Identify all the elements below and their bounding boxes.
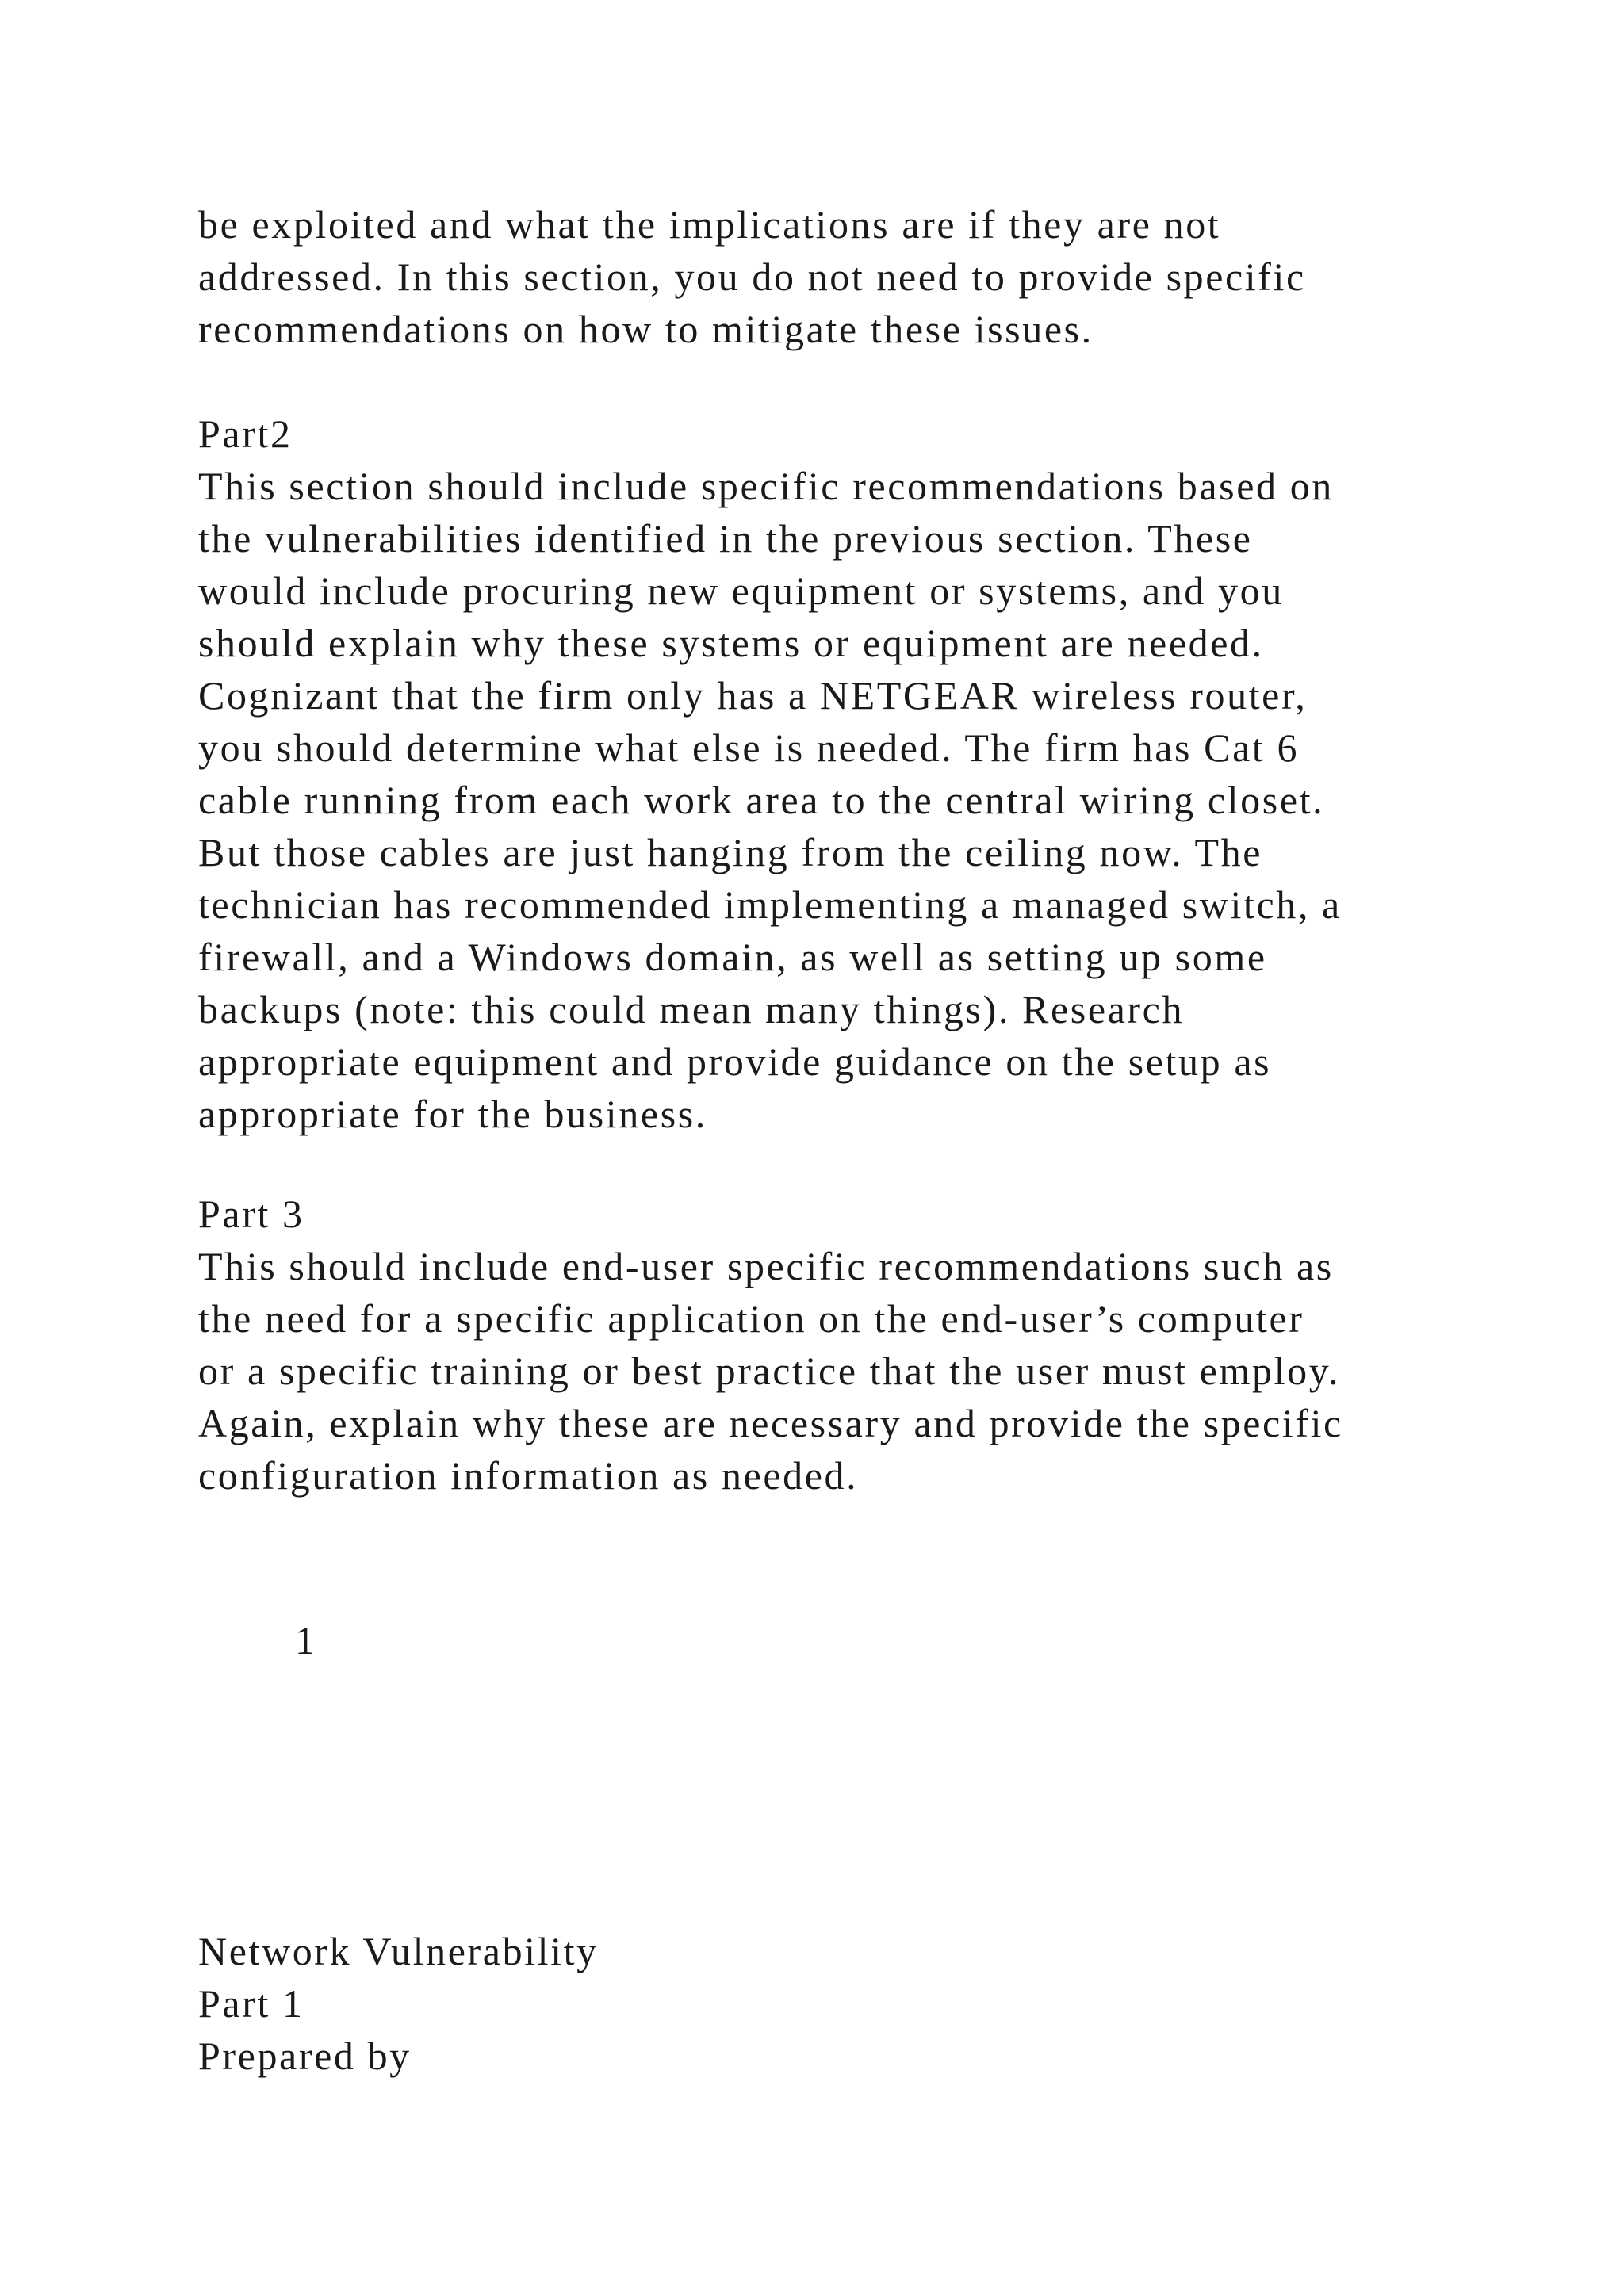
intro-line: be exploited and what the implications are if they are not xyxy=(198,202,1221,247)
part2-line: appropriate equipment and provide guidance on the setup as xyxy=(198,1039,1272,1084)
part2-line: This section should include specific recommendations based on xyxy=(198,464,1334,508)
intro-line: recommendations on how to mitigate these issues. xyxy=(198,307,1094,351)
part2-line: you should determine what else is needed. The firm has Cat 6 xyxy=(198,725,1300,770)
part2-line: would include procuring new equipment or systems, and you xyxy=(198,568,1284,613)
part2-line: appropriate for the business. xyxy=(198,1092,707,1136)
cover-title: Network Vulnerability xyxy=(198,1929,599,1973)
cover-prepared-by: Prepared by xyxy=(198,2034,412,2078)
cover-subtitle: Part 1 xyxy=(198,1981,304,2026)
part3-line: configuration information as needed. xyxy=(198,1453,859,1498)
part3-line: This should include end-user specific recommendations such as xyxy=(198,1244,1334,1288)
page-number: 1 xyxy=(295,1618,315,1663)
part2-line: the vulnerabilities identified in the previous section. These xyxy=(198,516,1253,561)
part3-heading: Part 3 xyxy=(198,1192,304,1236)
part2-line: technician has recommended implementing a managed switch, a xyxy=(198,882,1342,927)
part2-heading: Part2 xyxy=(198,411,293,456)
part2-line: firewall, and a Windows domain, as well as setting up some xyxy=(198,935,1267,979)
part3-line: the need for a specific application on the end-user’s computer xyxy=(198,1296,1304,1341)
part3-section xyxy=(198,1188,1467,1502)
part3-line: Again, explain why these are necessary and provide the specific xyxy=(198,1401,1343,1445)
part3-line: or a specific training or best practice that the user must employ. xyxy=(198,1349,1341,1393)
part2-line: backups (note: this could mean many things). Research xyxy=(198,987,1185,1031)
part2-line: Cognizant that the firm only has a NETGEAR wireless router, xyxy=(198,673,1308,718)
part2-line: cable running from each work area to the central wiring closet. xyxy=(198,778,1325,822)
part2-line: But those cables are just hanging from the ceiling now. The xyxy=(198,830,1262,874)
intro-line: addressed. In this section, you do not need to provide specific xyxy=(198,254,1306,299)
part2-line: should explain why these systems or equipment are needed. xyxy=(198,621,1264,665)
part2-section xyxy=(198,408,1467,1140)
cover-block xyxy=(198,1925,1467,2082)
intro-paragraph xyxy=(198,198,1467,355)
